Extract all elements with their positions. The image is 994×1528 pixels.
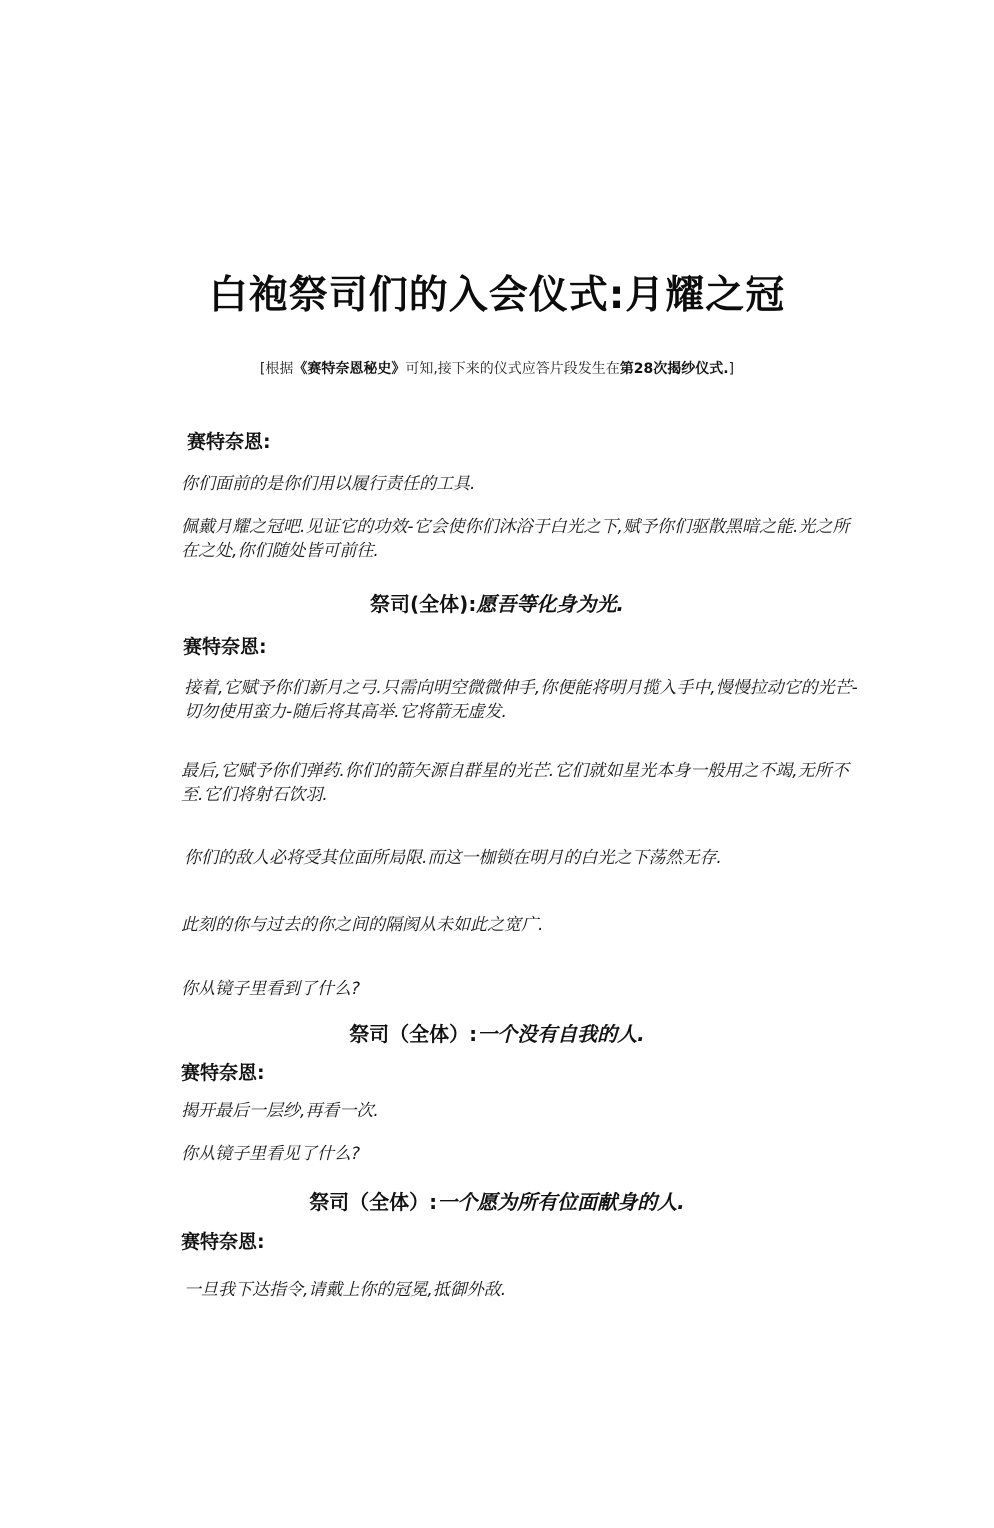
chorus-speaker: 祭司(全体): xyxy=(370,592,477,616)
chorus-response xyxy=(0,590,994,618)
note-book: 《赛特奈恩秘史》 xyxy=(293,361,406,377)
chorus-text: 一个没有自我的人. xyxy=(477,1022,645,1046)
chorus-speaker: 祭司（全体）: xyxy=(309,1190,438,1214)
dialogue-line: 你从镜子里看到了什么? xyxy=(181,979,361,999)
dialogue-line: 你们的敌人必将受其位面所局限.而这一枷锁在明月的白光之下荡然无存. xyxy=(184,848,722,868)
dialogue-line: 此刻的你与过去的你之间的隔阂从未如此之宽广. xyxy=(181,915,544,935)
note-event: 第28次揭纱仪式. xyxy=(619,361,729,377)
dialogue-line: 你从镜子里看见了什么? xyxy=(181,1144,361,1164)
dialogue-line: 最后,它赋予你们弹药.你们的箭矢源自群星的光芒.它们就如星光本身一般用之不竭,无所不至.它们将射石饮羽. xyxy=(181,761,849,805)
source-note xyxy=(0,359,994,379)
dialogue-line: 一旦我下达指令,请戴上你的冠冕,抵御外敌. xyxy=(184,1280,507,1300)
chorus-response xyxy=(0,1188,994,1216)
note-middle: 可知,接下来的仪式应答片段发生在 xyxy=(405,361,620,377)
speaker-label: 赛特奈恩: xyxy=(187,431,271,453)
speaker-label: 赛特奈恩: xyxy=(181,1231,265,1253)
speaker-label: 赛特奈恩: xyxy=(183,636,267,658)
speaker-label: 赛特奈恩: xyxy=(181,1062,265,1084)
chorus-response xyxy=(0,1020,994,1048)
chorus-text: 一个愿为所有位面献身的人. xyxy=(437,1190,685,1214)
dialogue-line: 佩戴月耀之冠吧.见证它的功效-它会使你们沐浴于白光之下,赋予你们驱散黑暗之能.光之所在之处,你们随处皆可前往. xyxy=(181,517,850,561)
note-close: ] xyxy=(728,361,735,377)
chorus-speaker: 祭司（全体）: xyxy=(349,1022,478,1046)
note-open: [根据 xyxy=(259,361,294,377)
page-title: 白袍祭司们的入会仪式:月耀之冠 xyxy=(208,273,786,318)
chorus-text: 愿吾等化身为光. xyxy=(476,592,624,616)
dialogue-line: 揭开最后一层纱,再看一次. xyxy=(181,1101,379,1121)
dialogue-line: 你们面前的是你们用以履行责任的工具. xyxy=(181,474,476,494)
dialogue-line: 接着,它赋予你们新月之弓.只需向明空微微伸手,你便能将明月揽入手中,慢慢拉动它的光芒-切勿使用蛮力-随后将其高举.它将箭无虚发. xyxy=(184,678,858,722)
